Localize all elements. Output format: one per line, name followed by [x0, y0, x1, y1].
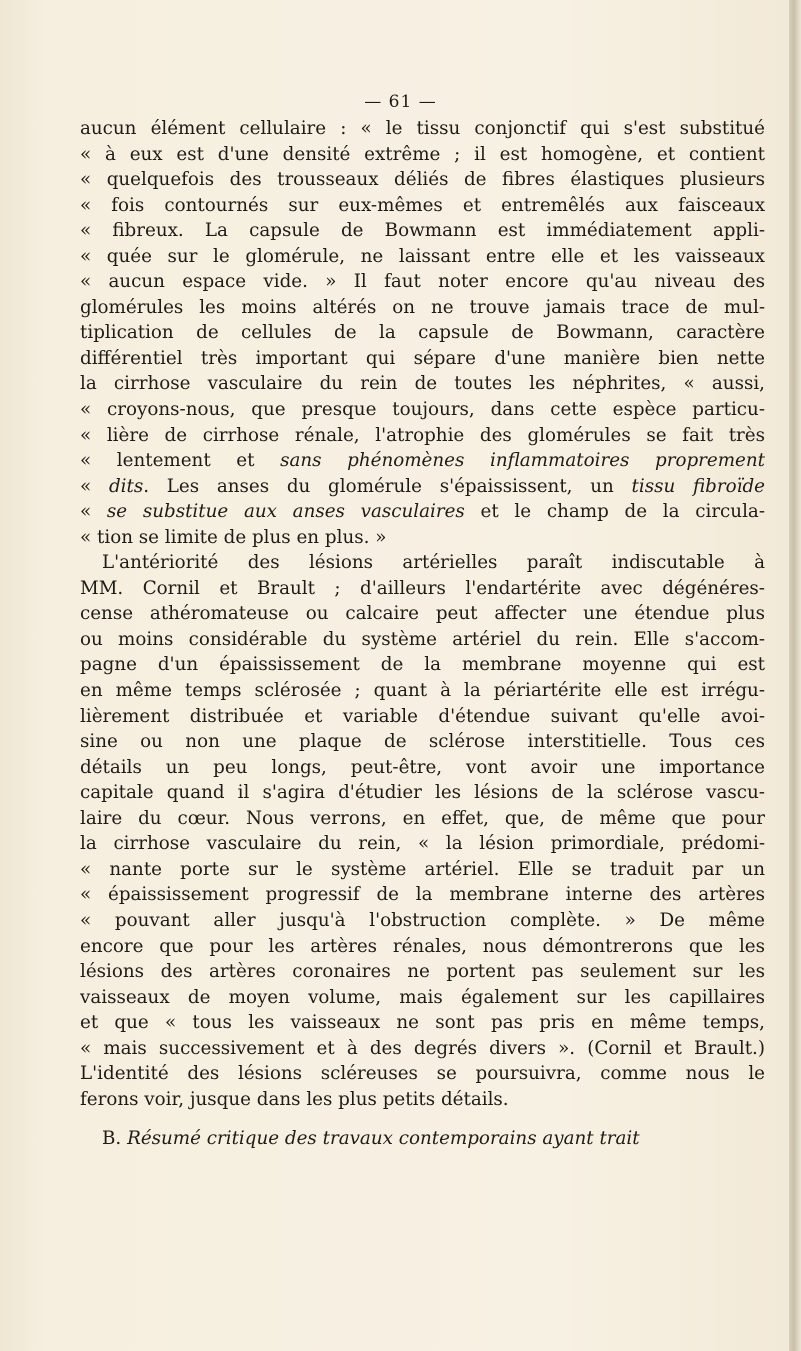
paragraph-start-line: L'antériorité des lésions artérielles paraît indiscutable à	[102, 552, 765, 574]
text-line: vaisseaux de moyen volume, mais également sur les capillaires	[80, 986, 765, 1008]
text-run: «	[80, 501, 107, 523]
page-gutter-edge	[789, 0, 801, 1351]
page-number: — 61 —	[364, 92, 437, 112]
text-line: « aucun espace vide. » Il faut noter encore qu'au niveau des	[80, 271, 765, 293]
italic-run: sans phénomènes inflammatoires proprement	[280, 450, 765, 472]
text-line: « quelquefois des trousseaux déliés de fibres élastiques plusieurs	[80, 169, 765, 191]
text-line: ferons voir, jusque dans les plus petits détails.	[80, 1088, 509, 1110]
text-line: MM. Cornil et Brault ; d'ailleurs l'endartérite avec dégénéres-	[80, 577, 765, 599]
text-line: « mais successivement et à des degrés divers ». (Cornil et Brault.)	[80, 1037, 765, 1059]
text-line: « fois contournés sur eux-mêmes et entremêlés aux faisceaux	[80, 194, 765, 216]
text-line: « tion se limite de plus en plus. »	[80, 526, 387, 548]
text-line: « épaississement progressif de la membrane interne des artères	[80, 884, 765, 906]
section-title: Résumé critique des travaux contemporains ayant trait	[127, 1128, 640, 1150]
text-line: « quée sur le glomérule, ne laissant entre elle et les vaisseaux	[80, 245, 765, 267]
text-line: capitale quand il s'agira d'étudier les lésions de la sclérose vascu-	[80, 782, 765, 804]
text-line-italic	[80, 499, 765, 525]
text-line: « croyons-nous, que presque toujours, dans cette espèce particu-	[80, 399, 765, 421]
text-line: la cirrhose vasculaire du rein de toutes les néphrites, « aussi,	[80, 373, 765, 395]
text-run: « lentement et	[80, 450, 281, 472]
section-heading	[80, 1126, 765, 1152]
text-run: «	[80, 475, 109, 497]
body-text	[80, 116, 765, 1152]
text-run: et le champ de la circula-	[464, 501, 765, 523]
text-line: L'identité des lésions scléreuses se poursuivra, comme nous le	[80, 1063, 765, 1085]
text-line: cense athéromateuse ou calcaire peut affecter une étendue plus	[80, 603, 765, 625]
text-line: pagne d'un épaississement de la membrane moyenne qui est	[80, 654, 765, 676]
text-line: détails un peu longs, peut-être, vont avoir une importance	[80, 756, 765, 778]
text-line: « nante porte sur le système artériel. Elle se traduit par un	[80, 858, 765, 880]
text-line: lièrement distribuée et variable d'étendue suivant qu'elle avoi-	[80, 705, 765, 727]
text-run: . Les anses du glomérule s'épaississent, un	[143, 475, 632, 497]
section-label: B.	[102, 1128, 122, 1150]
text-line: la cirrhose vasculaire du rein, « la lésion primordiale, prédomi-	[80, 833, 765, 855]
text-line-italic	[80, 474, 765, 500]
italic-run: tissu fibroïde	[631, 475, 765, 497]
text-line: « fibreux. La capsule de Bowmann est immédiatement appli-	[80, 220, 765, 242]
italic-run: dits	[108, 475, 144, 497]
text-line: « à eux est d'une densité extrême ; il est homogène, et contient	[80, 143, 765, 165]
text-line: glomérules les moins altérés on ne trouve jamais trace de mul-	[80, 296, 765, 318]
text-line-italic	[80, 448, 765, 474]
text-line: aucun élément cellulaire : « le tissu conjonctif qui s'est substitué	[80, 118, 765, 139]
text-line: « lière de cirrhose rénale, l'atrophie des glomérules se fait très	[80, 424, 765, 446]
text-line: « pouvant aller jusqu'à l'obstruction complète. » De même	[80, 909, 765, 931]
text-line: encore que pour les artères rénales, nous démontrerons que les	[80, 935, 765, 957]
text-line: ou moins considérable du système artériel du rein. Elle s'accom-	[80, 628, 765, 650]
text-line: laire du cœur. Nous verrons, en effet, que, de même que pour	[80, 807, 765, 829]
text-line: et que « tous les vaisseaux ne sont pas pris en même temps,	[80, 1012, 765, 1034]
text-line: en même temps sclérosée ; quant à la périartérite elle est irrégu-	[80, 680, 765, 702]
text-line: sine ou non une plaque de sclérose interstitielle. Tous ces	[80, 731, 765, 753]
text-line: tiplication de cellules de la capsule de Bowmann, caractère	[80, 322, 765, 344]
italic-run: se substitue aux anses vasculaires	[106, 501, 465, 523]
text-line: différentiel très important qui sépare d'une manière bien nette	[80, 347, 765, 369]
text-line: lésions des artères coronaires ne portent pas seulement sur les	[80, 961, 765, 983]
